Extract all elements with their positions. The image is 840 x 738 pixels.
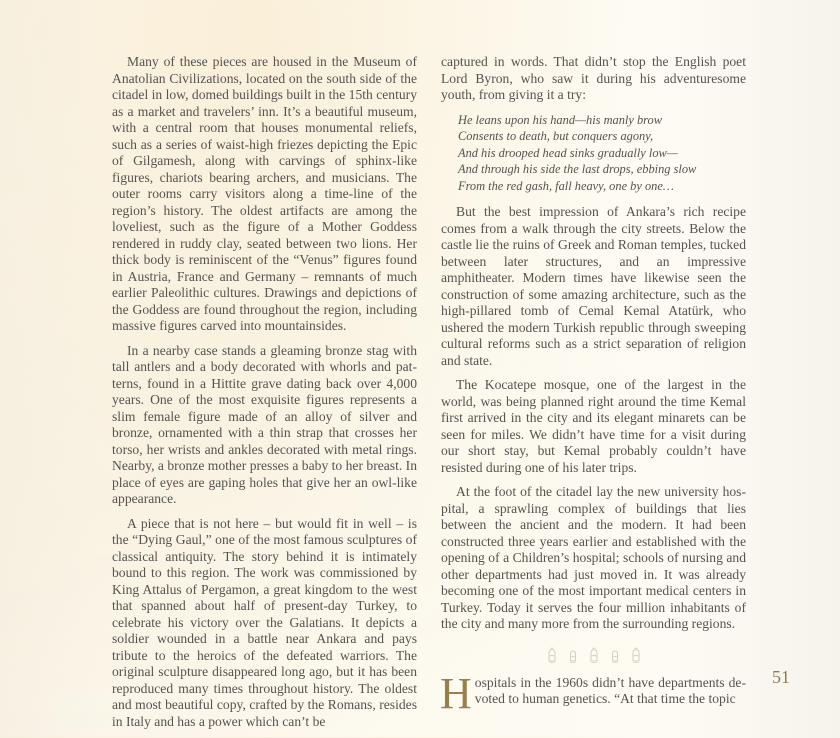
poem-quote: [458, 112, 746, 195]
body-paragraph: Many of these pieces are housed in the Museum of Anatolian Civilizations, located on the south side of the citadel in low, domed buildings built in the 15th century as a market and travelers’ inn. It’s a beautiful museum, with a central room that houses monumental reliefs, such as a series of waist-high friezes depicting the Epic of Gilgamesh, along with carvings of sphinx-like figures, chariots bearing archers, and musicians. The outer rooms carry visitors along a time-line of the region’s history. The oldest artifacts are among the loveliest, such as the figure of a Mother Goddess rendered in ruddy clay, seated between two lions. Her thick body is reminiscent of the “Venus” figures found in Austria, France and Germany – remnants of much earlier Paleolithic cultures. Drawings and depictions of the Goddess are found throughout the region, including massive figures carved into mountainsides.: [112, 54, 417, 333]
poem-line: And his drooped head sinks gradually low—: [458, 145, 678, 160]
hand-sign-icon: [630, 647, 642, 668]
section-ornament: [441, 647, 746, 665]
poem-line: And through his side the last drops, ebbing slow: [458, 162, 697, 176]
continued-paragraph: captured in words. That didn’t stop the English poet Lord Byron, who saw it during his adventuresome youth, from giving it a try:: [441, 54, 746, 102]
drop-cap: H: [440, 668, 472, 718]
page-number: 51: [772, 667, 790, 687]
left-column: [112, 54, 417, 738]
body-paragraph: A piece that is not here – but would fit in well – is the “Dying Gaul,” one of the most famous sculptures of classical antiquity. The story behind it is intimately bound to this region. The work was commissioned by King Attalus of Pergamon, a great kingdom to the west that spanned about half of present-day Turkey, to celebrate his victory over the Galatians. It depicts a soldier wounded in a battle near Ankara and pays tribute to the heroics of the defeated warriors. The original sculpture disappeared long ago, but it has been reproduced many times throughout history. The oldest and most beautiful copy, crafted by the Romans, resides in Italy and has a power which can’t be: [112, 515, 417, 729]
dropcap-paragraph: [440, 668, 746, 718]
poem-line: He leans upon his hand—his manly brow: [458, 112, 662, 127]
hand-sign-icon: [567, 647, 579, 668]
right-column: [441, 54, 746, 716]
poem-line: Consents to death, but conquers agony,: [458, 129, 654, 143]
poem-line: From the red gash, fall heavy, one by one…: [458, 178, 674, 193]
hand-sign-icon: [546, 647, 558, 668]
body-paragraph: At the foot of the citadel lay the new university hospital, a sprawling complex of buildings that lies between the ancient and the modern. It had been constructed three years earlier and established with the opening of a Children’s hospital; schools of nursing and other departments had just moved in. It was already becoming one of the most important medical centers in Turkey. Today it serves the four million inhabitants of the city and many more from the surrounding regions.: [441, 484, 746, 631]
body-paragraph: But the best impression of Ankara’s rich recipe comes from a walk through the city streets. Below the castle lie the ruins of Greek and Roman temples, tucked between later structures, and an impressive amphitheater. Modern times have likewise seen the construction of some amazing architecture, such as the high-pillared tomb of Cemal Kemal Atatürk, who ushered the modern Turkish republic through sweeping cultural reforms such as a strict separation of religion and state.: [441, 204, 746, 368]
body-paragraph: In a nearby case stands a gleaming bronze stag with tall antlers and a body decorated with whorls and patterns, found in a Hittite grave dating back over 4,000 years. One of the most exquisite figures represents a slim female figure made of an alloy of silver and bronze, ornamented with a thin strap that crosses her torso, her wrists and ankles decorated with metal rings. Nearby, a bronze mother presses a baby to her breast. In place of eyes are gaping holes that give her an owl-like appearance.: [112, 342, 417, 506]
dropcap-paragraph-text: ospitals in the 1960s didn’t have departments devoted to human genetics. “At that time the topic: [474, 674, 746, 706]
hand-sign-icon: [609, 647, 621, 668]
hand-sign-icon: [588, 647, 600, 668]
body-paragraph: The Kocatepe mosque, one of the largest in the world, was being planned right around the time Kemal first arrived in the city and its elegant minarets can be seen for miles. We didn’t have time for a visit during our short stay, but Kemal probably couldn’t have resisted during one of his later trips.: [441, 377, 746, 475]
